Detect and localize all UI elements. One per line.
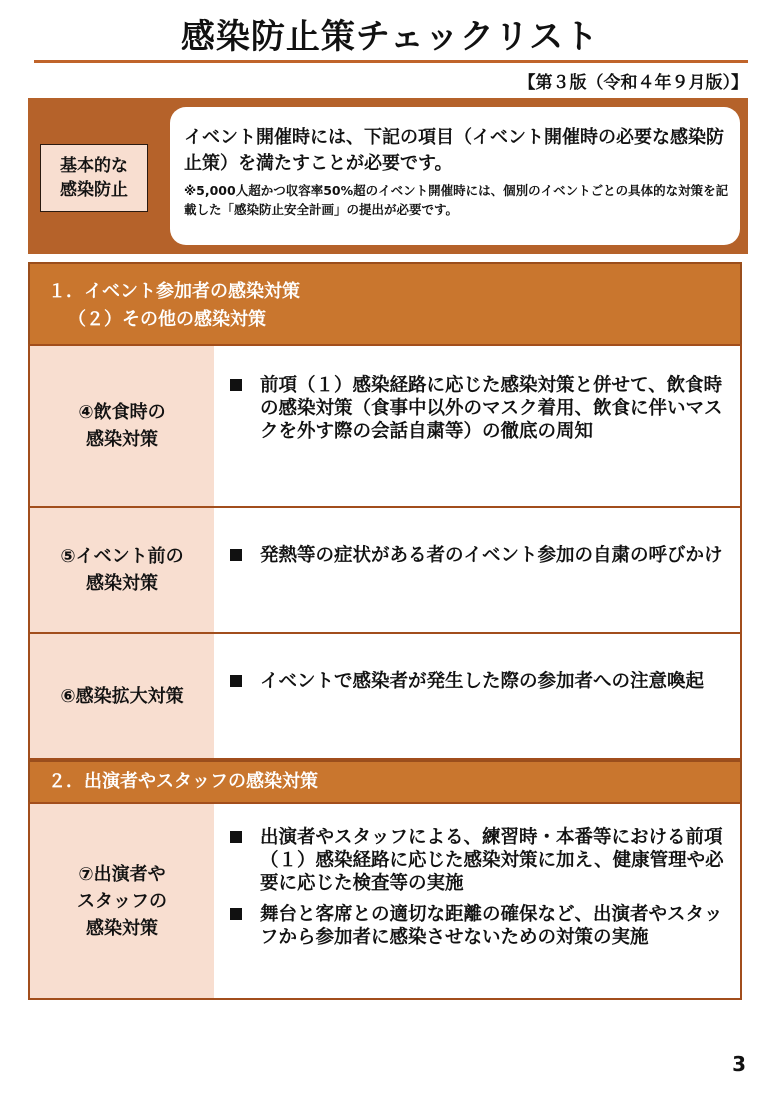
row-label: ⑦出演者や スタッフの 感染対策 [30,804,214,998]
checklist-row [28,632,742,760]
bullet-text: イベントで感染者が発生した際の参加者への注意喚起 [260,671,705,692]
row-label: ④飲食時の 感染対策 [30,346,214,506]
bullet-item [230,826,726,895]
row-label: ⑤イベント前の 感染対策 [30,508,214,632]
bullet-text: 前項（１）感染経路に応じた感染対策と併せて、飲食時の感染対策（食事中以外のマスク着用、飲食に伴いマスクを外す際の会話自粛等）の徹底の周知 [260,375,723,442]
square-bullet-icon [230,379,242,391]
page-title: 感染防止策チェックリスト [180,17,600,57]
bullet-item [230,670,726,693]
page-number: 3 [732,1052,746,1076]
row-body [214,804,740,998]
bullet-item [230,374,726,443]
checklist-row [28,802,742,1000]
edition-label: 【第３版（令和４年９月版）】 [518,73,748,93]
square-bullet-icon [230,831,242,843]
section-heading-1-line2: （２）その他の感染対策 [68,309,266,330]
basic-prevention-panel [28,98,748,254]
bullet-text: 出演者やスタッフによる、練習時・本番等における前項（１）感染経路に応じた感染対策に加え、健康管理や必要に応じた検査等の実施 [260,827,724,894]
checklist-row [28,506,742,634]
square-bullet-icon [230,675,242,687]
bullet-text: 発熱等の症状がある者のイベント参加の自粛の呼びかけ [260,545,723,566]
checklist-row [28,344,742,508]
row-body [214,346,740,506]
basic-prevention-label: 基本的な 感染防止 [40,144,148,212]
section-heading-1 [28,262,742,346]
bullet-item [230,544,726,567]
square-bullet-icon [230,549,242,561]
basic-note-text: ※5,000人超かつ収容率50%超のイベント開催時には、個別のイベントごとの具体的な対策を記載した「感染防止安全計画」の提出が必要です。 [184,183,729,217]
square-bullet-icon [230,908,242,920]
title-underline [34,60,748,63]
section-heading-2-line1: ２．出演者やスタッフの感染対策 [48,771,318,792]
bullet-item [230,903,726,949]
section-heading-2 [28,760,742,804]
row-body [214,508,740,632]
row-label: ⑥感染拡大対策 [30,634,214,758]
bullet-text: 舞台と客席との適切な距離の確保など、出演者やスタッフから参加者に感染させないための対策の実施 [260,904,723,948]
section-heading-1-line1: １．イベント参加者の感染対策 [48,281,300,302]
basic-main-text: イベント開催時には、下記の項目（イベント開催時の必要な感染防止策）を満たすことが必要です。 [184,127,724,174]
row-body [214,634,740,758]
basic-prevention-text-box [170,107,740,245]
